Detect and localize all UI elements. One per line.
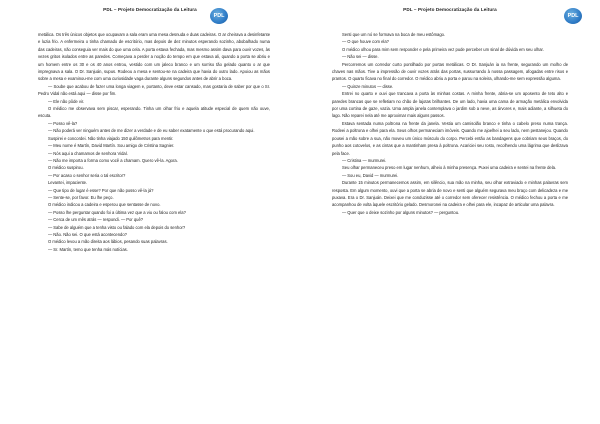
paragraph: — Sente-se, por favor. Eu lhe peço.	[48, 194, 114, 200]
paragraph: — Ele não pôde vir.	[48, 98, 85, 104]
pdl-logo-icon: PDL	[210, 8, 228, 24]
paragraph: Senti que um nó se formava na boca de meu estômago.	[342, 32, 446, 37]
paragraph: — O que houve com ela?	[342, 39, 389, 45]
page-header: PDL – Projeto Democratização da Leitura	[403, 7, 497, 12]
paragraph: O médico indicou a cadeira e esperou que sentasse de novo.	[48, 202, 161, 208]
paragraph: — Posso vê-la?	[48, 120, 78, 126]
paragraph: — Sabe de alguém que a tenha visto ou falado com ela depois do senhor?	[48, 224, 186, 230]
paragraph: — Por acaso o senhor seria o tal escritor?	[48, 172, 126, 178]
paragraph: — Quinze minutos — disse.	[342, 83, 394, 89]
paragraph: Levantei, impaciente.	[48, 180, 88, 186]
paragraph: Seu olhar permaneceu preso em lugar nenhum, alheio à minha presença. Puxei uma cadeira e sentei na frente dela.	[342, 165, 557, 171]
paragraph: — Sou eu, David — murmurei.	[342, 172, 399, 178]
paragraph: — Quer que o deixe sozinho por alguns minutos? — perguntou.	[342, 209, 460, 215]
paragraph: Suspirei e concordei. Não tinha viajado 150 quilômetros para mentir.	[48, 135, 174, 141]
page-body	[38, 31, 270, 253]
paragraph: — Não me importa a forma como você a chamam. Quero vê-la. Agora.	[48, 157, 178, 163]
paragraph: — Cerca de um mês atrás — respondi. — Por quê?	[48, 217, 144, 223]
paragraph: — Que tipo de lugar é esse? Por que não posso vê-la já?	[48, 187, 154, 193]
paragraph: — Não poderá ver ninguém antes de me dizer a verdade e de eu saber exatamente o que está procurando aqui.	[48, 128, 255, 134]
paragraph: metálica. Os três únicos objetos que ocupavam a sala eram uma mesa desnuda e duas cadeiras. O ar cheirava a desinfetante e luzia frio. A enfermeira o tinha chamado de escritório, mas depois de dez minutos esperando sozinho, abobalhado numa das cadeiras, não conseguia ver mais do que uma cela. A porta estava fechada, mas mesmo assim dava para ouvir vozes, às vezes gritos isolados entre as paredes. Começava a perder a noção do tempo em que estava ali, quando a porta se abriu e um homem entre os 30 e os 40 anos entrou, vestido com um jaleco branco e um sorriso tão gelado quanto o ar que impregnava a sala. O Dr. Sanjuán, supus. Rodeou a mesa e sentou-se na cadeira que havia do outro lado. Apoiou as mãos sobre a mesa e examinou-me com uma curiosidade vaga durante alguns segundos antes de abrir a boca.	[38, 32, 271, 82]
page-body	[332, 31, 568, 216]
pdl-logo-icon: PDL	[564, 8, 582, 24]
page-header: PDL – Projeto Democratização da Leitura	[103, 7, 197, 12]
paragraph: — Posso lhe perguntar quando foi a última vez que a viu ou falou com ela?	[48, 209, 186, 215]
paragraph: — Não. Não sei. O que está acontecendo?	[48, 231, 127, 237]
paragraph: — Sr. Martín, temo que tenha más notícias.	[48, 246, 128, 252]
paragraph: — Soube que acabou de fazer uma longa viagem e, portanto, deve estar cansado, mas gostaria de saber por que o Sr. Pedro Vidal não está aqui — disse por fim.	[38, 83, 270, 97]
paragraph: Estava sentada numa poltrona na frente da janela. Vestia um camisolão branco e tinha o cabelo preso numa trança. Rodeei a poltrona e olhei para ela. Seus olhos permaneciam imóveis. Quando me ajoelhei a seu lado, nem pestanejou. Quando pousei a mão sobre a sua, não moveu um único músculo do corpo. Percebi então as bandagens que cobriam seus braços, do punho aos cotovelos, e as cintas que a mantinham presa à poltrona. Acariciei seu rosto, recolhendo uma lágrima que deslizava pela face.	[332, 120, 568, 156]
paragraph: O médico me observava sem piscar, esperando. Tinha um olhar frio e aquela atitude especial de quem não ouve, escuta.	[38, 106, 270, 119]
paragraph: — Cristina — murmurei.	[342, 157, 387, 163]
paragraph: O médico levou a mão direita aos lábios, pesando suas palavras.	[48, 239, 168, 245]
paragraph: — Nós aqui a chamamos de senhora Vidal.	[48, 150, 128, 156]
paragraph: Durante 15 minutos permanecemos assim, em silêncio, sua mão na minha, seu olhar extraviado e minhas palavras sem resposta. Em algum momento, ouvi que a porta se abria de novo e senti que alguém segurava meu braço com delicadeza e me puxava. Era o Dr. Sanjuán. Deixei que me conduzisse até o corredor sem oferecer resistência. O médico fechou a porta e me acompanhou de volta àquele escritório gelado. Desmoronei na cadeira e olhei para ele, incapaz de articular uma palavra.	[332, 180, 568, 208]
paragraph: O médico suspirou.	[48, 165, 84, 171]
paragraph: Entrei no quarto e ouvi que trancava a porta às minhas costas. A minha frente, abria-se um aposento de teto alto e paredes brancas que se refletiam no chão de lajotas brilhantes. De um lado, havia uma cama de armação metálica envolvida por uma cortina de gaze, vazia. Uma ampla janela contemplava o jardim sob a neve, as árvores e, mais adiante, a silhueta do lago. Não reparei nela até me aproximar mais alguns passos.	[332, 91, 568, 119]
paragraph: — Meu nome é Martín, David Martín. Sou amigo de Cristina Sagnier.	[48, 143, 175, 149]
paragraph: Percorremos um corredor curto pontilhado por portas metálicas. O Dr. Sanjuán ia na frente, segurando um molho de chaves nas mãos. Tive a impressão de ouvir vozes atrás das portas, sussurrando à nossa passagem, afogadas entre risos e prantos. O quarto ficava no final do corredor. O médico abriu a porta e parou na soleira, olhando-me sem expressão alguma.	[332, 61, 568, 82]
paragraph: O médico olhou para mim sem responder e pela primeira vez pude perceber um sinal de dúvida em seu olhar.	[342, 46, 544, 52]
right-page	[300, 0, 600, 424]
paragraph: — Não sei — disse.	[342, 54, 379, 60]
